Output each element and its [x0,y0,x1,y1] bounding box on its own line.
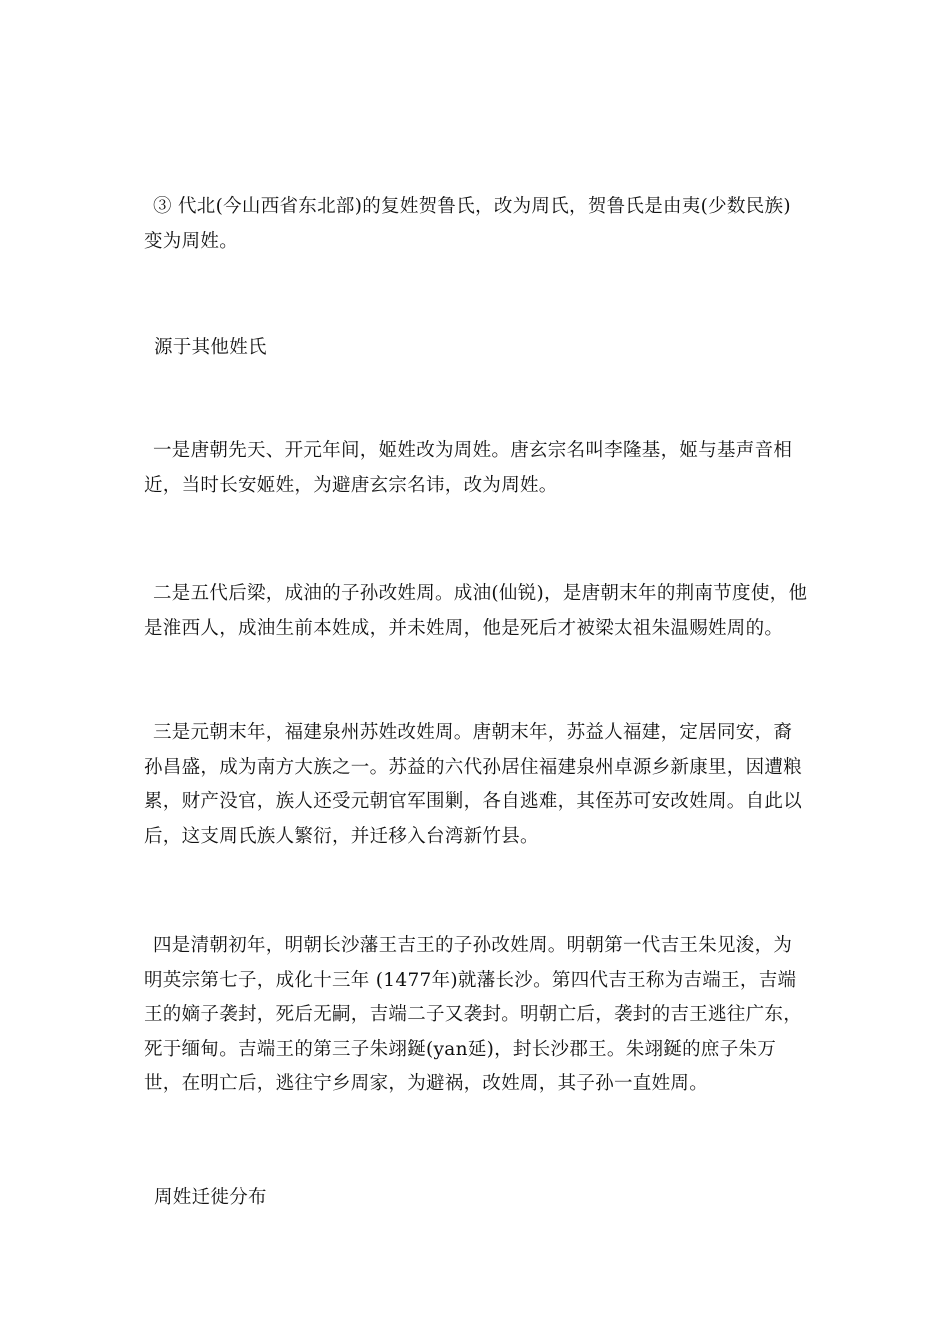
paragraph-cheng-surname: 二是五代后梁，成油的子孙改姓周。成油(仙锐)，是唐朝末年的荆南节度使，他是淮西人，成油生前本姓成，并未姓周，他是死后才被梁太祖朱温赐姓周的。 [144,583,808,639]
paragraph-helu-origin: ③ 代北(今山西省东北部)的复姓贺鲁氏，改为周氏，贺鲁氏是由夷(少数民族)变为周姓。 [144,196,791,252]
paragraph-su-surname: 三是元朝末年，福建泉州苏姓改姓周。唐朝末年，苏益人福建，定居同安，裔孙昌盛，成为南方大族之一。苏益的六代孙居住福建泉州卓源乡新康里，因遭粮累，财产没官，族人还受元朝官军围剿，各自逃难，其侄苏可安改姓周。自此以后，这支周氏族人繁衍，并迁移入台湾新竹县。 [144,722,803,847]
paragraph-jiwang-descendants: 四是清朝初年，明朝长沙藩王吉王的子孙改姓周。明朝第一代吉王朱见浚，为明英宗第七子，成化十三年 (1477年)就藩长沙。第四代吉王称为吉端王，吉端王的嫡子袭封，死后无嗣，吉端二子又袭封。明朝亡后，袭封的吉王逃往广东，死于缅甸。吉端王的第三子朱翊鋋(yan延)，封长沙郡王。朱翊鋋的庶子朱万世，在明亡后，逃往宁乡周家，为避祸，改姓周，其子孙一直姓周。 [144,935,803,1094]
paragraph-ji-surname: 一是唐朝先天、开元年间，姬姓改为周姓。唐玄宗名叫李隆基，姬与基声音相近，当时长安姬姓，为避唐玄宗名讳，改为周姓。 [144,440,793,496]
section-heading-migration: 周姓迁徙分布 [154,1187,267,1208]
section-heading-other-surnames: 源于其他姓氏 [154,337,267,358]
